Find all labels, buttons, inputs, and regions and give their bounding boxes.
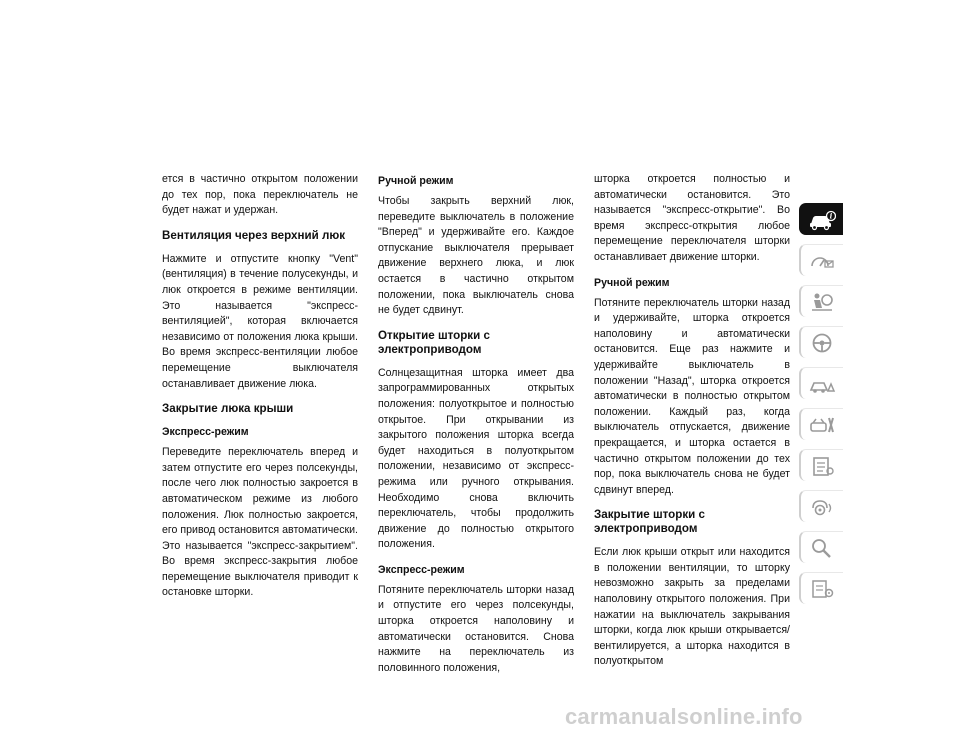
paragraph-manual-shade: Потяните переключатель шторки назад и удерживайте, шторка откроется наполовину и автоматически остановится. Еще раз нажмите и удерживайте выключатель в положении "Назад", шторка откроется автоматически в полностью открытом положении. Каждый раз, когда выключатель отпускается, движение прекращается, и шторка остается в частично открытом положении до тех пор, пока выключатель снова не будет сдвинут вперед.: [594, 296, 790, 496]
paragraph-manual-close: Чтобы закрыть верхний люк, переведите выключатель в положение "Вперед" и удерживайте его. Каждое отпускание выключателя прерывает движение верхнего люка, и люк остается в частично открытом положении, пока выключатель снова не будет сдвинут.: [378, 195, 574, 317]
text-column-2: [378, 172, 574, 686]
dashboard-warning-icon: [808, 250, 836, 272]
paragraph-continued: ется в частично открытом положении до тех пор, пока переключатель не будет нажат и удержан.: [162, 173, 358, 217]
tab-maintenance[interactable]: [799, 449, 843, 481]
paragraph-express-open-shade: Потяните переключатель шторки назад и отпустите его через полсекунды, шторка откроется наполовину и автоматически остановится. Снова нажмите на переключатель из половинного положения,: [378, 583, 574, 674]
tab-driving[interactable]: [799, 326, 843, 358]
multimedia-icon: [808, 496, 836, 518]
paragraph-close-shade: Если люк крыши открыт или находится в положении вентиляции, то шторку невозможно закрыть за пределами наполовину открытого положения. При нажатии на выключатель закрывания шторки, когда люк крыши открывается/вентилируется, а шторка находится в полуоткрытом: [594, 546, 790, 668]
search-index-icon: [808, 537, 836, 559]
paragraph-ventilation: Нажмите и отпустите кнопку "Vent" (вентиляция) в течение полусекунды, и люк откроется в режиме вентиляции. Это называется "экспресс-вентиляцией", которая включается независимо от положения люка крыши. Во время экспресс-вентиляции любое перемещение выключателя останавливает движение люка.: [162, 252, 358, 390]
tab-multimedia[interactable]: [799, 490, 843, 522]
language-settings-icon: [808, 578, 836, 600]
car-info-icon: [808, 209, 836, 231]
subheading-express-mode: Экспресс-режим: [378, 563, 465, 576]
subheading-manual-mode: Ручной режим: [378, 175, 454, 187]
roadside-emergency-icon: [808, 373, 836, 395]
paragraph-express-close: Переведите переключатель вперед и затем отпустите его через полсекунды, после чего люк полностью закроется в автоматическом режиме из любого положения. Люк полностью закроется, его привод остановится автоматически. Это называется "экспресс-закрытием". Во время экспресс-закрытия любое перемещение выключателя приводит к остановке шторки.: [162, 446, 358, 599]
subheading-manual-mode: Ручной режим: [594, 276, 670, 289]
tab-car-info[interactable]: [799, 203, 843, 235]
watermark: carmanualsonline.info: [565, 704, 803, 729]
svg-text:i: i: [829, 211, 833, 220]
paragraph-shade-positions: Солнцезащитная шторка имеет два запрограммированных открытых положения: полуоткрытое и полностью открытое. При открывании из закрытого положения шторка всегда будет находиться в полуоткрытом положении, независимо от экспресс-режима или ручного открывания. Необходимо снова включить переключатель, чтобы продолжить движение до полностью открытого положения.: [378, 366, 574, 551]
car-service-tools-icon: [808, 414, 836, 436]
tab-service[interactable]: [799, 408, 843, 440]
subheading-express-mode: Экспресс-режим: [162, 426, 249, 439]
steering-wheel-icon: [808, 332, 836, 354]
heading-ventilation: Вентиляция через верхний люк: [162, 228, 346, 242]
tab-safety[interactable]: [799, 285, 843, 317]
heading-open-power-shade: Открытие шторки с электроприводом: [378, 328, 490, 356]
tab-dashboard[interactable]: [799, 244, 843, 276]
heading-close-sunroof: Закрытие люка крыши: [162, 402, 294, 416]
paragraph-continued: шторка откроется полностью и автоматически остановится. Это называется "экспресс-открытие". Во время экспресс-открытия любое перемещение переключателя шторки останавливает движение шторки.: [594, 173, 790, 263]
tab-index[interactable]: [799, 531, 843, 563]
tab-language[interactable]: [799, 572, 843, 604]
text-column-1: [162, 172, 358, 611]
tab-emergency[interactable]: [799, 367, 843, 399]
maintenance-checklist-icon: [808, 455, 836, 477]
text-column-3: [594, 172, 790, 680]
chapter-tabs: [799, 203, 843, 613]
heading-close-power-shade: Закрытие шторки с электроприводом: [594, 508, 705, 536]
airbag-safety-icon: [808, 291, 836, 313]
